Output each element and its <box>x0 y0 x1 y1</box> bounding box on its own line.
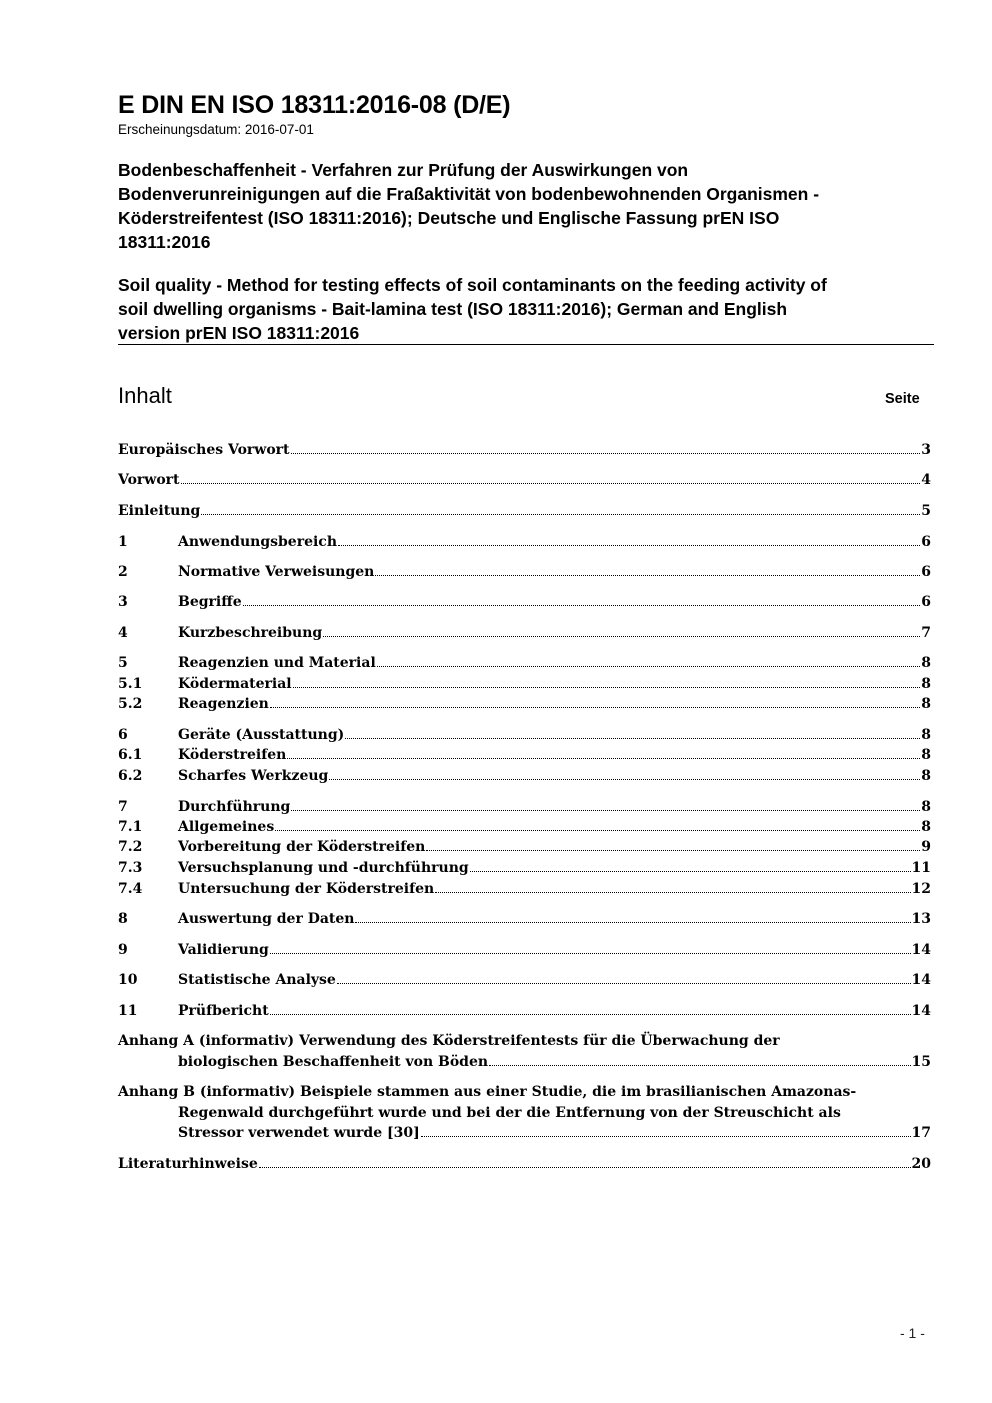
toc-entry-page: 8 <box>921 747 931 763</box>
toc-leader-dots <box>291 453 921 454</box>
toc-entry-page: 6 <box>921 564 931 580</box>
toc-entry-page: 8 <box>921 768 931 784</box>
toc-leader-dots <box>293 687 921 688</box>
toc-leader-dots <box>270 707 920 708</box>
toc-leader-dots <box>338 545 920 546</box>
title-english-line: soil dwelling organisms - Bait-lamina test (ISO 18311:2016); German and English <box>118 299 788 319</box>
toc-entry[interactable] <box>118 879 931 899</box>
toc-entry-title: Literaturhinweise <box>118 1156 258 1172</box>
toc-entry[interactable] <box>118 766 931 786</box>
toc-page-column-label: Seite <box>885 391 920 407</box>
toc-entry-number: 7.3 <box>118 860 143 876</box>
toc-entry[interactable] <box>118 940 931 960</box>
toc-entry-page: 6 <box>921 594 931 610</box>
toc-leader-dots <box>201 514 920 515</box>
toc-entry-page: 14 <box>911 972 931 988</box>
toc-entry-title: Untersuchung der Köderstreifen <box>178 881 435 897</box>
toc-entry-page: 9 <box>921 839 931 855</box>
title-german-line: 18311:2016 <box>118 232 211 252</box>
toc-entry-number: 5.2 <box>118 696 143 712</box>
toc-leader-dots <box>489 1065 910 1066</box>
toc-entry[interactable] <box>118 694 931 714</box>
toc-leader-dots <box>470 871 911 872</box>
title-german-line: Bodenbeschaffenheit - Verfahren zur Prüfung der Auswirkungen von <box>118 160 689 180</box>
toc-entry[interactable] <box>118 470 931 490</box>
toc-heading: Inhalt <box>118 383 172 408</box>
toc-annex-b-line[interactable]: Anhang B (informativ) Beispiele stammen aus einer Studie, die im brasilianischen Amazonas- <box>118 1084 857 1100</box>
toc-leader-dots <box>375 575 920 576</box>
title-english-line: Soil quality - Method for testing effects of soil contaminants on the feeding activity of <box>118 275 827 295</box>
toc-entry-number: 7.1 <box>118 819 143 835</box>
toc-entry-page: 7 <box>921 625 931 641</box>
toc-entry[interactable] <box>118 725 931 745</box>
toc-leader-dots <box>181 483 921 484</box>
toc-entry-number: 5 <box>118 655 128 671</box>
toc-leader-dots <box>287 758 920 759</box>
title-german <box>118 158 938 254</box>
toc-entry-page: 11 <box>911 860 931 876</box>
toc-entry-page: 5 <box>921 503 931 519</box>
toc-entry[interactable] <box>118 817 931 837</box>
toc-entry-title: Vorwort <box>118 472 180 488</box>
toc-entry-title: Normative Verweisungen <box>178 564 375 580</box>
document-title: E DIN EN ISO 18311:2016-08 (D/E) <box>118 91 511 119</box>
toc-entry-number: 5.1 <box>118 676 143 692</box>
toc-entry-page: 8 <box>921 727 931 743</box>
toc-entry-number: 7.4 <box>118 881 143 897</box>
toc-entry-number: 9 <box>118 942 128 958</box>
toc-entry[interactable] <box>118 562 931 582</box>
title-english-line: version prEN ISO 18311:2016 <box>118 323 360 343</box>
toc-entry-title: Reagenzien <box>178 696 269 712</box>
toc-entry[interactable] <box>118 653 931 673</box>
publication-date: Erscheinungsdatum: 2016-07-01 <box>118 122 314 137</box>
toc-leader-dots <box>435 892 910 893</box>
toc-entry-number: 11 <box>118 1003 138 1019</box>
toc-leader-dots <box>259 1167 911 1168</box>
toc-entry[interactable] <box>118 1001 931 1021</box>
toc-entry-title: biologischen Beschaffenheit von Böden <box>178 1054 489 1070</box>
toc-entry[interactable] <box>118 592 931 612</box>
toc-entry-page: 13 <box>911 911 931 927</box>
toc-entry-title: Begriffe <box>178 594 242 610</box>
toc-entry-number: 3 <box>118 594 128 610</box>
toc-entry-page: 8 <box>921 799 931 815</box>
toc-entry[interactable] <box>118 970 931 990</box>
toc-entry-title: Europäisches Vorwort <box>118 442 290 458</box>
title-divider <box>118 344 934 345</box>
toc-entry-title: Validierung <box>178 942 269 958</box>
toc-entry-title: Allgemeines <box>178 819 275 835</box>
toc-entry[interactable] <box>118 909 931 929</box>
toc-entry-page: 6 <box>921 534 931 550</box>
toc-entry-number: 10 <box>118 972 138 988</box>
toc-entry-page: 3 <box>921 442 931 458</box>
toc-leader-dots <box>323 636 920 637</box>
toc-leader-dots <box>355 922 910 923</box>
toc-entry-title: Statistische Analyse <box>178 972 336 988</box>
toc-leader-dots <box>270 953 911 954</box>
toc-entry-number: 7 <box>118 799 128 815</box>
toc-entry-page: 14 <box>911 1003 931 1019</box>
toc-annex-a[interactable] <box>178 1052 931 1072</box>
title-german-line: Bodenverunreinigungen auf die Fraßaktivität von bodenbewohnenden Organismen - <box>118 184 820 204</box>
toc-entry-title: Stressor verwendet wurde [30] <box>178 1125 420 1141</box>
toc-entry-page: 20 <box>911 1156 931 1172</box>
toc-entry-title: Ködermaterial <box>178 676 292 692</box>
toc-annex-b[interactable] <box>178 1123 931 1143</box>
toc-entry-title: Anwendungsbereich <box>178 534 337 550</box>
toc-entry-page: 15 <box>911 1054 931 1070</box>
toc-entry-number: 4 <box>118 625 128 641</box>
toc-entry-page: 8 <box>921 696 931 712</box>
title-german-line: Köderstreifentest (ISO 18311:2016); Deutsche und Englische Fassung prEN ISO <box>118 208 780 228</box>
toc-entry-title: Durchführung <box>178 799 291 815</box>
title-english <box>118 273 938 345</box>
toc-entry[interactable] <box>118 797 931 817</box>
toc-entry-page: 8 <box>921 655 931 671</box>
toc-entry-number: 7.2 <box>118 839 143 855</box>
toc-entry-title: Scharfes Werkzeug <box>178 768 329 784</box>
toc-entry-title: Reagenzien und Material <box>178 655 376 671</box>
toc-entry[interactable] <box>118 858 931 878</box>
toc-bibliography[interactable] <box>118 1154 931 1174</box>
toc-entry-number: 6.2 <box>118 768 143 784</box>
toc-entry-title: Einleitung <box>118 503 201 519</box>
page-number: - 1 - <box>900 1325 925 1341</box>
toc-leader-dots <box>421 1136 911 1137</box>
toc-leader-dots <box>270 1014 911 1015</box>
toc-entry-title: Vorbereitung der Köderstreifen <box>178 839 426 855</box>
toc-entry[interactable] <box>118 440 931 460</box>
toc-entry-title: Kurzbeschreibung <box>178 625 323 641</box>
toc-entry-number: 8 <box>118 911 128 927</box>
toc-entry-number: 2 <box>118 564 128 580</box>
toc-leader-dots <box>337 983 911 984</box>
toc-entry-title: Prüfbericht <box>178 1003 269 1019</box>
toc-entry[interactable] <box>118 623 931 643</box>
toc-entry-number: 6.1 <box>118 747 143 763</box>
toc-leader-dots <box>329 779 920 780</box>
toc-annex-b-line[interactable]: Regenwald durchgeführt wurde und bei der die Entfernung von der Streuschicht als <box>178 1105 841 1121</box>
toc-entry-title: Versuchsplanung und -durchführung <box>178 860 469 876</box>
toc-leader-dots <box>377 666 920 667</box>
toc-entry-page: 8 <box>921 819 931 835</box>
toc-leader-dots <box>345 738 920 739</box>
toc-entry-title: Auswertung der Daten <box>178 911 355 927</box>
toc-leader-dots <box>291 810 920 811</box>
toc-entry-page: 17 <box>911 1125 931 1141</box>
toc-entry[interactable] <box>118 674 931 694</box>
toc-entry-page: 8 <box>921 676 931 692</box>
toc-annex-a-line[interactable]: Anhang A (informativ) Verwendung des Köderstreifentests für die Überwachung der <box>118 1033 780 1049</box>
toc-entry-page: 14 <box>911 942 931 958</box>
toc-entry-number: 1 <box>118 534 128 550</box>
toc-entry[interactable] <box>118 745 931 765</box>
toc-entry[interactable] <box>118 501 931 521</box>
toc-entry-page: 12 <box>911 881 931 897</box>
toc-entry-number: 6 <box>118 727 128 743</box>
toc-leader-dots <box>275 830 920 831</box>
toc-entry[interactable] <box>118 837 931 857</box>
toc-entry-title: Köderstreifen <box>178 747 287 763</box>
toc-entry-title: Geräte (Ausstattung) <box>178 727 345 743</box>
toc-entry[interactable] <box>118 532 931 552</box>
toc-entry-page: 4 <box>921 472 931 488</box>
toc-leader-dots <box>426 850 920 851</box>
toc-leader-dots <box>243 605 921 606</box>
